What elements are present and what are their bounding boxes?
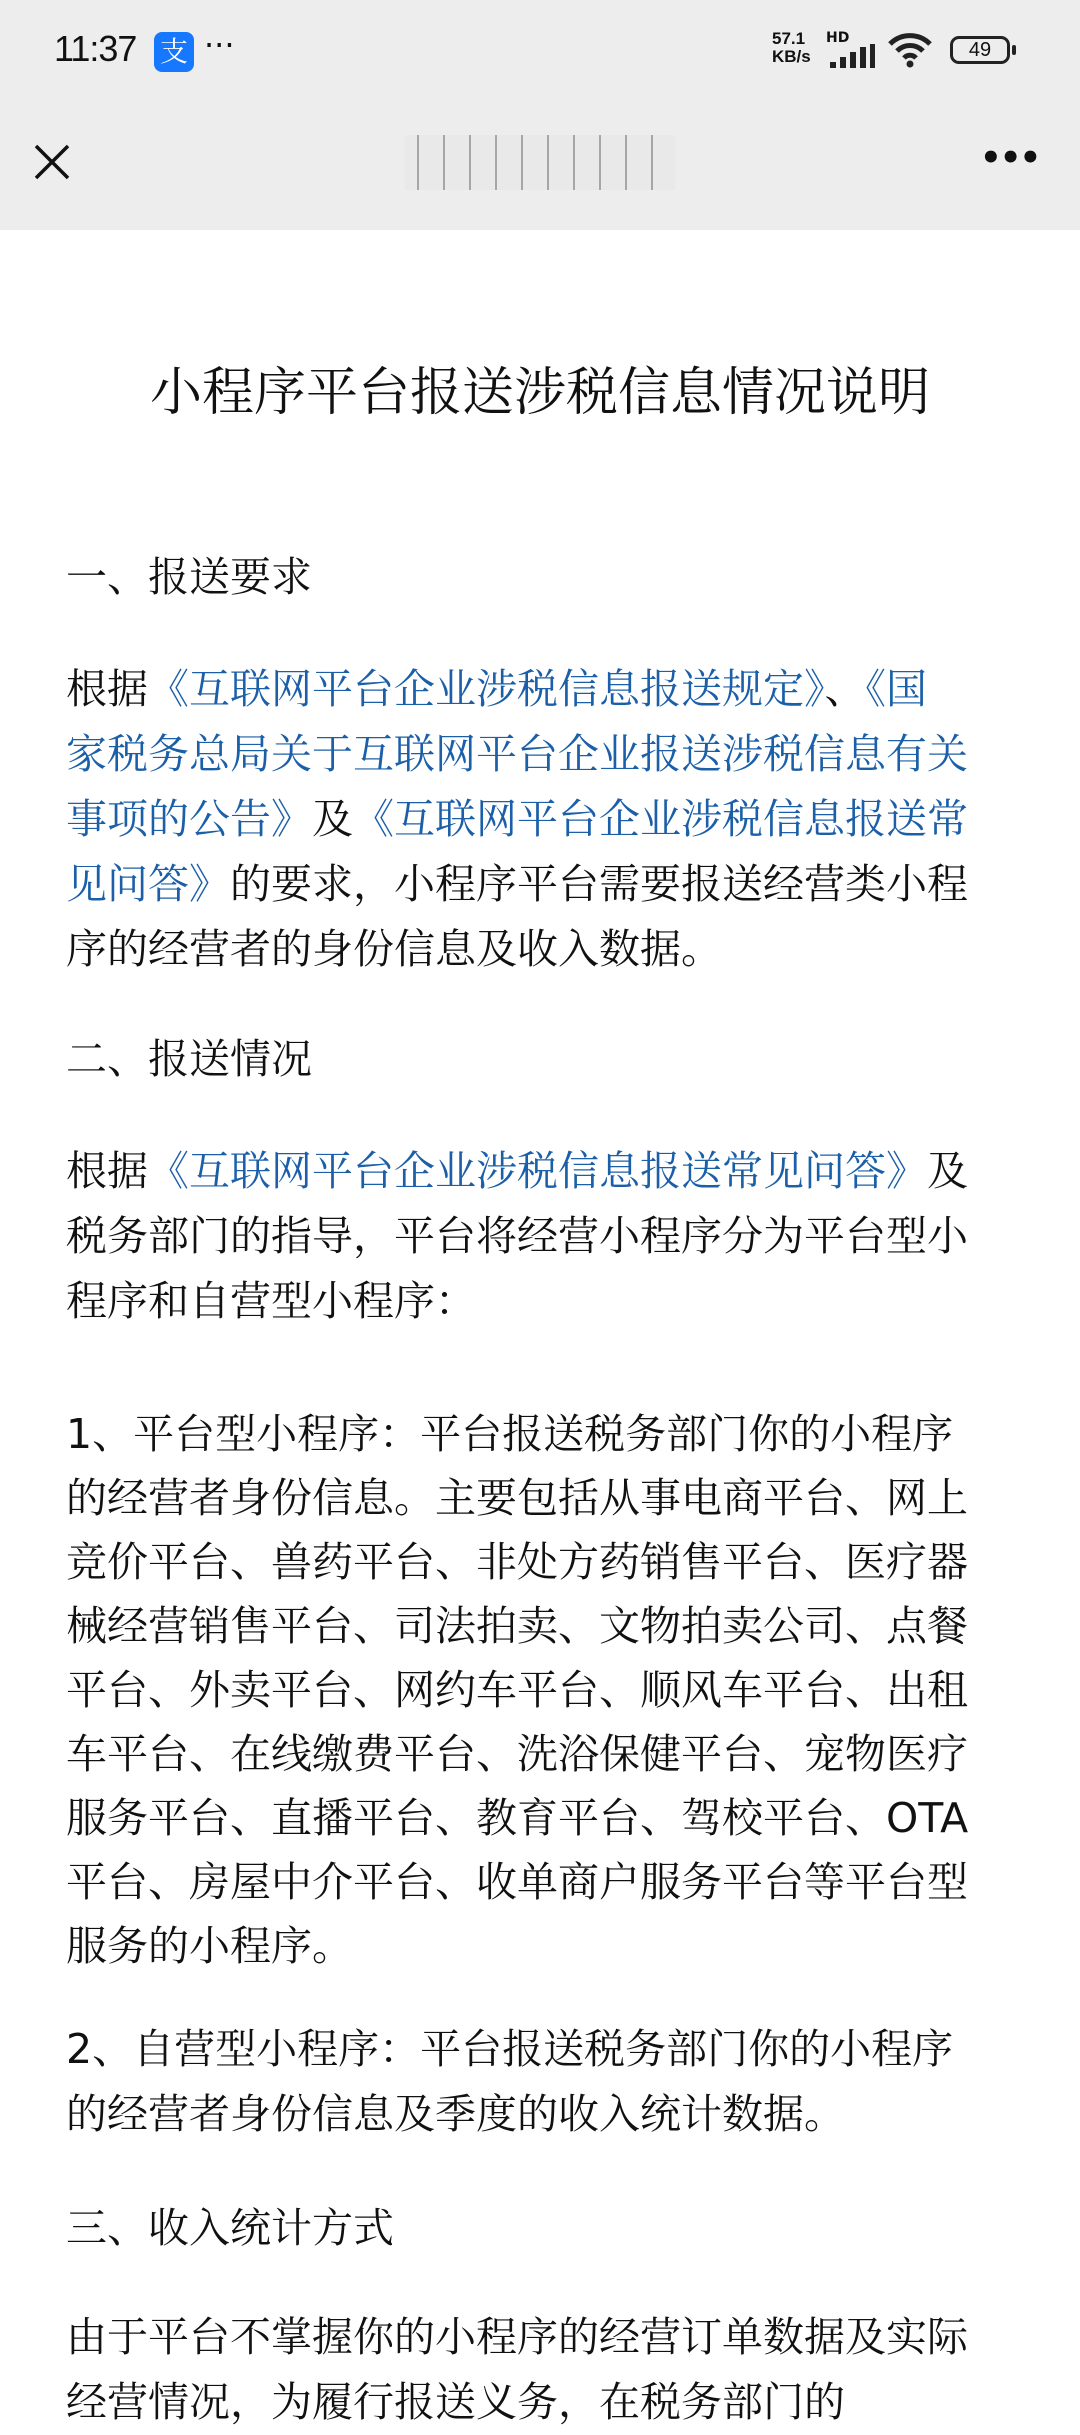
regulation-link[interactable]: 《互联网平台企业涉税信息报送规定》 (148, 665, 825, 713)
regulation-link[interactable]: 《国 (865, 665, 927, 713)
regulation-link[interactable]: 家税务总局关于互联网平台企业报送涉税信息有关 (66, 730, 968, 778)
document-title: 小程序平台报送涉税信息情况说明 (149, 363, 930, 423)
text-line (66, 722, 1026, 787)
text-line (66, 2082, 1026, 2147)
text-segment: 一、报送要求 (66, 553, 312, 601)
text-line (66, 1850, 1026, 1914)
text-segment: 程序和自营型小程序： (66, 1277, 476, 1325)
text-line (66, 1139, 1026, 1204)
text-segment: 及 (927, 1147, 968, 1195)
text-line (66, 787, 1026, 852)
regulation-link[interactable]: 《互联网平台企业涉税信息报送常见问答》 (148, 1147, 927, 1195)
text-line (66, 2370, 1026, 2435)
paragraph-platform-type (66, 1402, 1026, 1978)
text-line (66, 1466, 1026, 1530)
text-segment: 2、自营型小程序：平台报送税务部门你的小程序 (66, 2025, 954, 2073)
signal-icon (828, 44, 876, 68)
regulation-link[interactable]: 事项的公告》 (66, 795, 312, 843)
section-heading-income-method (66, 2196, 1026, 2261)
text-segment: 由于平台不掌握你的小程序的经营订单数据及实际 (66, 2313, 968, 2361)
text-segment: 车平台、在线缴费平台、洗浴保健平台、宠物医疗 (66, 1730, 968, 1778)
text-segment: 根据 (66, 665, 148, 713)
top-bar (0, 0, 1080, 230)
alipay-icon: 支 (154, 32, 194, 72)
regulation-link[interactable]: 《互联网平台企业涉税信息报送常 (353, 795, 968, 843)
text-line (66, 1594, 1026, 1658)
text-segment: 序的经营者的身份信息及收入数据。 (66, 925, 722, 973)
text-segment: 、 (824, 665, 866, 713)
text-segment: 竞价平台、兽药平台、非处方药销售平台、医疗器 (66, 1538, 968, 1586)
text-segment: 的经营者身份信息。主要包括从事电商平台、网上 (66, 1474, 968, 1522)
text-segment: 服务平台、直播平台、教育平台、驾校平台、OTA (66, 1794, 969, 1842)
hd-badge: HD (826, 30, 850, 46)
section-heading-status (66, 1027, 1026, 1092)
text-segment: 服务的小程序。 (66, 1922, 353, 1970)
text-line (66, 545, 1026, 610)
regulation-link[interactable]: 见问答》 (66, 860, 230, 908)
text-segment: 平台、外卖平台、网约车平台、顺风车平台、出租 (66, 1666, 968, 1714)
text-segment: 1、平台型小程序：平台报送税务部门你的小程序 (66, 1410, 954, 1458)
text-line (66, 657, 1026, 722)
text-line (66, 1786, 1026, 1850)
text-segment: 税务部门的指导，平台将经营小程序分为平台型小 (66, 1212, 968, 1260)
battery-icon: 49 (950, 36, 1010, 64)
text-segment: 及 (312, 795, 353, 843)
text-line (66, 1914, 1026, 1978)
text-line (66, 2196, 1026, 2261)
text-segment: 的要求，小程序平台需要报送经营类小程 (230, 860, 968, 908)
text-line (66, 1530, 1026, 1594)
text-line (66, 2305, 1026, 2370)
text-segment: 三、收入统计方式 (66, 2204, 394, 2252)
text-line (66, 2017, 1026, 2082)
text-segment: 的经营者身份信息及季度的收入统计数据。 (66, 2090, 845, 2138)
text-line (66, 917, 1026, 982)
text-line (66, 1269, 1026, 1334)
section-heading-requirements (66, 545, 1026, 610)
network-speed: 57.1 KB/s (772, 29, 811, 66)
text-line (66, 1722, 1026, 1786)
text-line (66, 1204, 1026, 1269)
paragraph-status (66, 1139, 1026, 1334)
paragraph-income-method (66, 2305, 1026, 2435)
text-segment: 根据 (66, 1147, 148, 1195)
more-icon[interactable]: ••• (980, 138, 1040, 178)
text-segment: 平台、房屋中介平台、收单商户服务平台等平台型 (66, 1858, 968, 1906)
text-line (66, 852, 1026, 917)
text-segment: 二、报送情况 (66, 1035, 312, 1083)
paragraph-self-operated (66, 2017, 1026, 2147)
close-icon[interactable] (30, 140, 74, 184)
text-line (66, 1027, 1026, 1092)
wifi-icon (888, 32, 932, 68)
status-time: 11:37 (54, 28, 137, 69)
page-nav-title-blurred (405, 135, 675, 190)
paragraph-requirements (66, 657, 1026, 982)
text-line (66, 1658, 1026, 1722)
notification-more-icon: ··· (204, 26, 235, 64)
text-line (66, 1402, 1026, 1466)
text-segment: 经营情况，为履行报送义务，在税务部门的 (66, 2378, 845, 2426)
text-segment: 械经营销售平台、司法拍卖、文物拍卖公司、点餐 (66, 1602, 968, 1650)
